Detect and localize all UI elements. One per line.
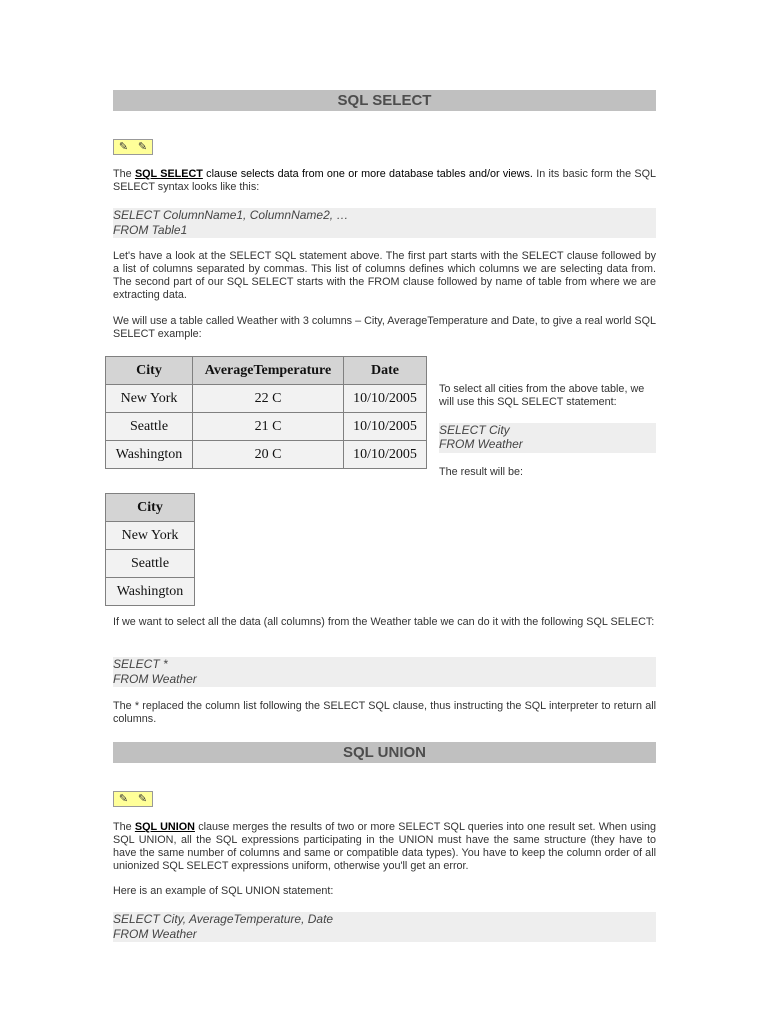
- table-cell: New York: [106, 522, 195, 550]
- table-cell: Seattle: [106, 413, 193, 441]
- table-cell: 10/10/2005: [344, 441, 427, 469]
- pencil-icons: [113, 791, 153, 807]
- union-section-title: SQL UNION: [113, 742, 656, 763]
- select-section-title: SQL SELECT: [113, 90, 656, 111]
- table-header: Date: [344, 357, 427, 385]
- code-line: SELECT City, AverageTemperature, Date: [113, 912, 334, 926]
- table-header: City: [106, 494, 195, 522]
- table-cell: 10/10/2005: [344, 413, 427, 441]
- table-cell: Washington: [106, 441, 193, 469]
- select-syntax-code: [113, 208, 656, 238]
- intro-text: In its basic form the SQL SELECT syntax looks like this:: [113, 168, 657, 193]
- code-line: FROM Table1: [113, 223, 188, 237]
- table-cell: Seattle: [106, 550, 195, 578]
- select-paragraph-1: Let's have a look at the SELECT SQL statement above. The first part starts with the SELECT clause followed by a list of columns separated by commas. This list of columns defines which columns we are selecting data from. The second part of our SQL SELECT starts with the FROM clause followed by name of table from where we are extracting data.: [113, 250, 656, 301]
- code-line: FROM Weather: [439, 437, 523, 451]
- intro-text: clause merges the results of two or more SELECT SQL queries into one result set. When using SQL UNION, all the SQL expressions participating in the UNION must have the same structure (they have to have the same number of columns and same or compatible data types). You have to keep the column order of all unionized SQL SELECT expressions uniform, otherwise you'll get an error.: [113, 821, 657, 872]
- table-header: City: [106, 357, 193, 385]
- table-cell: 22 C: [193, 385, 344, 413]
- union-intro: [113, 821, 656, 873]
- pencil-icon: ✎: [137, 141, 148, 153]
- union-code: [113, 912, 656, 942]
- result-label: The result will be:: [439, 466, 524, 478]
- union-example-label: Here is an example of SQL UNION statement:: [113, 885, 334, 897]
- table-row: [106, 385, 427, 413]
- table-row: [106, 522, 195, 550]
- intro-text: The: [113, 821, 135, 833]
- intro-text: clause selects data from one or more database tables and/or views.: [202, 168, 533, 180]
- table-header-row: [106, 357, 427, 385]
- table-row: [106, 441, 427, 469]
- table-row: [106, 550, 195, 578]
- side-code: [439, 423, 656, 453]
- table-cell: 10/10/2005: [344, 385, 427, 413]
- table-cell: New York: [106, 385, 193, 413]
- table-cell: 21 C: [193, 413, 344, 441]
- weather-table: [105, 356, 427, 469]
- table-header: AverageTemperature: [193, 357, 344, 385]
- select-intro: [113, 168, 656, 194]
- pencil-icons: [113, 139, 153, 155]
- select-paragraph-3: If we want to select all the data (all columns) from the Weather table we can do it with the following SQL SELECT:: [113, 616, 655, 628]
- result-table: [105, 493, 195, 606]
- table-row: [106, 578, 195, 606]
- code-line: SELECT *: [113, 657, 168, 671]
- code-line: SELECT ColumnName1, ColumnName2, …: [113, 208, 349, 222]
- select-all-code: [113, 657, 656, 687]
- pencil-icon: ✎: [137, 793, 148, 805]
- code-line: FROM Weather: [113, 927, 197, 941]
- side-text: To select all cities from the above table, we will use this SQL SELECT statement:: [439, 383, 645, 408]
- code-line: SELECT City: [439, 423, 510, 437]
- table-cell: 20 C: [193, 441, 344, 469]
- pencil-icon: ✎: [118, 141, 129, 153]
- pencil-icon: ✎: [118, 793, 129, 805]
- select-paragraph-4: The * replaced the column list following the SELECT SQL clause, thus instructing the SQL interpreter to return all columns.: [113, 700, 656, 725]
- code-line: FROM Weather: [113, 672, 197, 686]
- table-row: [106, 413, 427, 441]
- sql-select-link[interactable]: SQL SELECT: [134, 168, 203, 180]
- table-header-row: [106, 494, 195, 522]
- select-paragraph-2: We will use a table called Weather with 3 columns – City, AverageTemperature and Date, to give a real world SQL SELECT example:: [113, 315, 656, 340]
- intro-text: The: [113, 168, 135, 180]
- table-cell: Washington: [106, 578, 195, 606]
- sql-union-link[interactable]: SQL UNION: [134, 821, 195, 833]
